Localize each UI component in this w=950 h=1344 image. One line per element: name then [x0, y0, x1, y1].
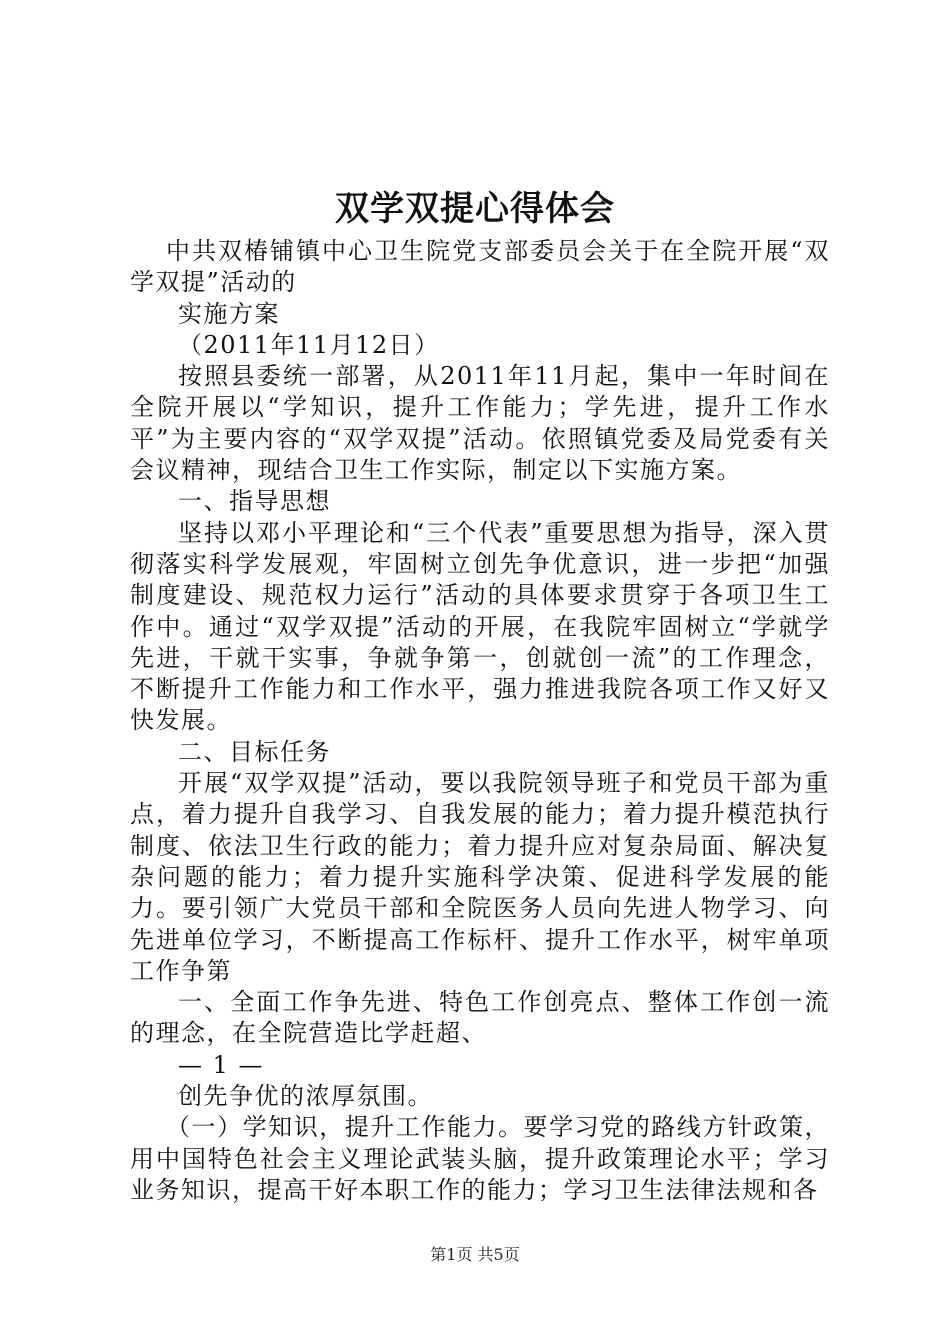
page-number-marker: — 1 —: [178, 1050, 265, 1079]
paragraph-goals: 开展“双学双提”活动，要以我院领导班子和党员干部为重点，着力提升自我学习、自我发展的能力；着力提升模范执行制度、依法卫生行政的能力；着力提升应对复杂局面、解决复杂问题的能力；着力提升实施科学决策、促进科学发展的能力。要引领广大党员干部和全院医务人员向先进人物学习、向先进单位学习，不断提高工作标杆、提升工作水平，树牢单项工作争第: [130, 769, 830, 985]
document-title: 双学双提心得体会: [335, 189, 615, 229]
section-heading-guiding-thought: 一、指导思想: [178, 487, 331, 516]
paragraph-atmosphere: 创先争优的浓厚氛围。: [178, 1082, 433, 1111]
paragraph-intro: 按照县委统一部署，从2011年11月起，集中一年时间在全院开展以“学知识，提升工作能力；学先进，提升工作水平”为主要内容的“双学双提”活动。依照镇党委及局党委有关会议精神，现结合卫生工作实际，制定以下实施方案。: [130, 362, 830, 485]
paragraph-goals-continued: 一、全面工作争先进、特色工作创亮点、整体工作创一流的理念，在全院营造比学赶超、: [130, 988, 830, 1048]
paragraph-heading-line: 中共双椿铺镇中心卫生院党支部委员会关于在全院开展“双学双提”活动的: [130, 237, 830, 297]
paragraph-date: （2011年11月12日）: [178, 330, 440, 359]
document-body: [130, 236, 830, 1206]
paragraph-plan-title: 实施方案: [178, 299, 280, 328]
section-heading-goals: 二、目标任务: [178, 737, 331, 766]
paragraph-guiding-thought: 坚持以邓小平理论和“三个代表”重要思想为指导，深入贯彻落实科学发展观，牢固树立创先争优意识，进一步把“加强制度建设、规范权力运行”活动的具体要求贯穿于各项卫生工作中。通过“双学双提”活动的开展，在我院牢固树立“学就学先进，干就干实事，争就争第一，创就创一流”的工作理念，不断提升工作能力和工作水平，强力推进我院各项工作又好又快发展。: [130, 518, 830, 735]
paragraph-learn-knowledge: （一）学知识，提升工作能力。要学习党的路线方针政策，用中国特色社会主义理论武装头脑，提升政策理论水平；学习业务知识，提高干好本职工作的能力；学习卫生法律法规和各: [130, 1113, 830, 1204]
page-footer: 第1页 共5页: [430, 1245, 520, 1264]
